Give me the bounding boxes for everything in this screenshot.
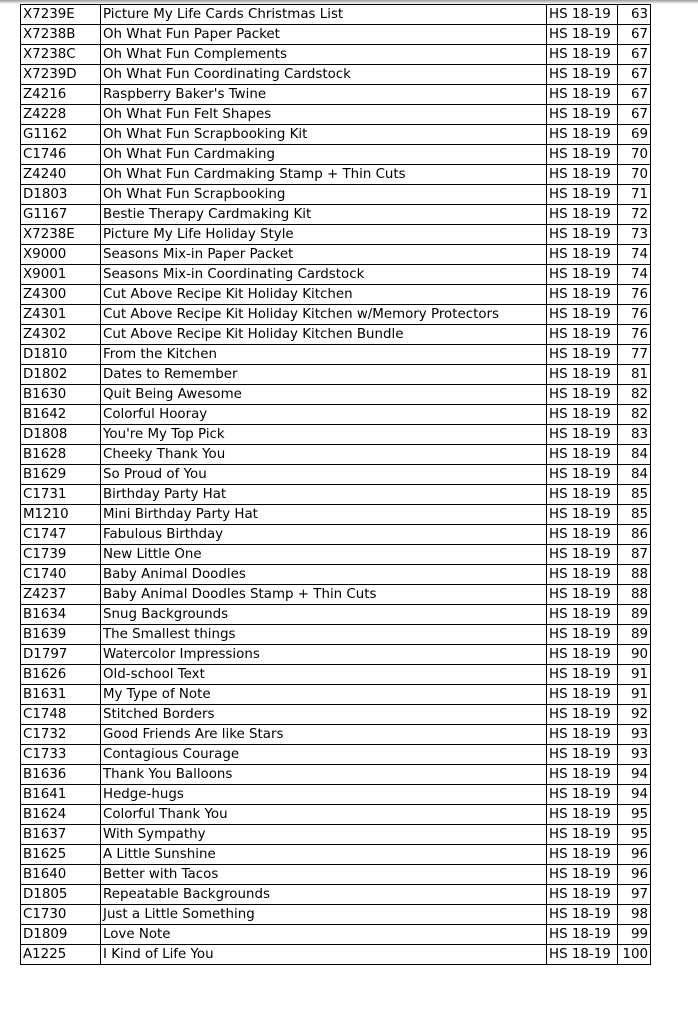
- page-number-cell: 83: [618, 425, 651, 445]
- page-number-cell: 94: [618, 785, 651, 805]
- catalog-season-cell: HS 18-19: [547, 345, 618, 365]
- page-number-cell: 95: [618, 825, 651, 845]
- product-name-cell: Raspberry Baker's Twine: [101, 85, 547, 105]
- page-number-cell: 76: [618, 305, 651, 325]
- page-number-cell: 95: [618, 805, 651, 825]
- item-code-cell: B1642: [21, 405, 101, 425]
- product-name-cell: Hedge-hugs: [101, 785, 547, 805]
- product-name-cell: A Little Sunshine: [101, 845, 547, 865]
- catalog-season-cell: HS 18-19: [547, 525, 618, 545]
- item-code-cell: C1748: [21, 705, 101, 725]
- product-name-cell: So Proud of You: [101, 465, 547, 485]
- table-row: [21, 265, 651, 285]
- item-code-cell: B1640: [21, 865, 101, 885]
- catalog-season-cell: HS 18-19: [547, 425, 618, 445]
- item-code-cell: X7238C: [21, 45, 101, 65]
- page-number-cell: 70: [618, 165, 651, 185]
- catalog-season-cell: HS 18-19: [547, 585, 618, 605]
- catalog-season-cell: HS 18-19: [547, 25, 618, 45]
- item-code-cell: D1809: [21, 925, 101, 945]
- catalog-season-cell: HS 18-19: [547, 745, 618, 765]
- page-number-cell: 92: [618, 705, 651, 725]
- catalog-season-cell: HS 18-19: [547, 385, 618, 405]
- table-row: [21, 865, 651, 885]
- product-name-cell: Oh What Fun Coordinating Cardstock: [101, 65, 547, 85]
- item-code-cell: B1634: [21, 605, 101, 625]
- product-name-cell: Birthday Party Hat: [101, 485, 547, 505]
- catalog-season-cell: HS 18-19: [547, 445, 618, 465]
- catalog-season-cell: HS 18-19: [547, 165, 618, 185]
- catalog-season-cell: HS 18-19: [547, 645, 618, 665]
- product-name-cell: Cut Above Recipe Kit Holiday Kitchen: [101, 285, 547, 305]
- product-table-body: [21, 5, 651, 965]
- catalog-season-cell: HS 18-19: [547, 125, 618, 145]
- item-code-cell: Z4216: [21, 85, 101, 105]
- table-row: [21, 65, 651, 85]
- page-number-cell: 85: [618, 505, 651, 525]
- item-code-cell: A1225: [21, 945, 101, 965]
- page-number-cell: 67: [618, 65, 651, 85]
- item-code-cell: C1739: [21, 545, 101, 565]
- item-code-cell: Z4302: [21, 325, 101, 345]
- table-row: [21, 765, 651, 785]
- item-code-cell: C1731: [21, 485, 101, 505]
- page-number-cell: 94: [618, 765, 651, 785]
- catalog-season-cell: HS 18-19: [547, 705, 618, 725]
- catalog-season-cell: HS 18-19: [547, 85, 618, 105]
- page-number-cell: 100: [618, 945, 651, 965]
- table-row: [21, 705, 651, 725]
- product-name-cell: Watercolor Impressions: [101, 645, 547, 665]
- catalog-season-cell: HS 18-19: [547, 245, 618, 265]
- catalog-season-cell: HS 18-19: [547, 325, 618, 345]
- page-number-cell: 77: [618, 345, 651, 365]
- product-name-cell: Good Friends Are like Stars: [101, 725, 547, 745]
- table-row: [21, 885, 651, 905]
- table-row: [21, 745, 651, 765]
- table-row: [21, 685, 651, 705]
- page-number-cell: 70: [618, 145, 651, 165]
- product-name-cell: Stitched Borders: [101, 705, 547, 725]
- product-name-cell: Better with Tacos: [101, 865, 547, 885]
- item-code-cell: X7239E: [21, 5, 101, 25]
- item-code-cell: D1802: [21, 365, 101, 385]
- item-code-cell: B1630: [21, 385, 101, 405]
- catalog-season-cell: HS 18-19: [547, 845, 618, 865]
- item-code-cell: D1810: [21, 345, 101, 365]
- product-name-cell: Love Note: [101, 925, 547, 945]
- table-row: [21, 905, 651, 925]
- page-number-cell: 86: [618, 525, 651, 545]
- item-code-cell: Z4301: [21, 305, 101, 325]
- table-row: [21, 925, 651, 945]
- table-row: [21, 525, 651, 545]
- catalog-season-cell: HS 18-19: [547, 505, 618, 525]
- table-row: [21, 645, 651, 665]
- catalog-season-cell: HS 18-19: [547, 565, 618, 585]
- table-row: [21, 145, 651, 165]
- page-number-cell: 89: [618, 605, 651, 625]
- item-code-cell: X7239D: [21, 65, 101, 85]
- page-number-cell: 98: [618, 905, 651, 925]
- catalog-season-cell: HS 18-19: [547, 785, 618, 805]
- page-number-cell: 76: [618, 285, 651, 305]
- product-name-cell: Oh What Fun Cardmaking: [101, 145, 547, 165]
- product-name-cell: Fabulous Birthday: [101, 525, 547, 545]
- product-name-cell: Contagious Courage: [101, 745, 547, 765]
- table-row: [21, 345, 651, 365]
- catalog-season-cell: HS 18-19: [547, 265, 618, 285]
- product-name-cell: Oh What Fun Scrapbooking Kit: [101, 125, 547, 145]
- product-name-cell: Seasons Mix-in Coordinating Cardstock: [101, 265, 547, 285]
- catalog-season-cell: HS 18-19: [547, 545, 618, 565]
- table-row: [21, 785, 651, 805]
- page-number-cell: 73: [618, 225, 651, 245]
- item-code-cell: B1625: [21, 845, 101, 865]
- item-code-cell: Z4240: [21, 165, 101, 185]
- product-name-cell: Old-school Text: [101, 665, 547, 685]
- page-number-cell: 63: [618, 5, 651, 25]
- item-code-cell: C1740: [21, 565, 101, 585]
- product-name-cell: Colorful Thank You: [101, 805, 547, 825]
- item-code-cell: X7238B: [21, 25, 101, 45]
- page-number-cell: 99: [618, 925, 651, 945]
- table-row: [21, 5, 651, 25]
- item-code-cell: B1626: [21, 665, 101, 685]
- item-code-cell: B1631: [21, 685, 101, 705]
- page-number-cell: 85: [618, 485, 651, 505]
- table-row: [21, 245, 651, 265]
- page-number-cell: 91: [618, 665, 651, 685]
- page-number-cell: 96: [618, 845, 651, 865]
- page-number-cell: 69: [618, 125, 651, 145]
- table-row: [21, 545, 651, 565]
- catalog-season-cell: HS 18-19: [547, 805, 618, 825]
- product-name-cell: Bestie Therapy Cardmaking Kit: [101, 205, 547, 225]
- table-row: [21, 205, 651, 225]
- table-row: [21, 285, 651, 305]
- product-name-cell: Oh What Fun Complements: [101, 45, 547, 65]
- page-number-cell: 71: [618, 185, 651, 205]
- table-row: [21, 25, 651, 45]
- product-name-cell: Thank You Balloons: [101, 765, 547, 785]
- table-row: [21, 385, 651, 405]
- page-number-cell: 76: [618, 325, 651, 345]
- item-code-cell: C1733: [21, 745, 101, 765]
- item-code-cell: C1730: [21, 905, 101, 925]
- page-number-cell: 81: [618, 365, 651, 385]
- table-row: [21, 945, 651, 965]
- item-code-cell: B1637: [21, 825, 101, 845]
- item-code-cell: B1636: [21, 765, 101, 785]
- product-name-cell: You're My Top Pick: [101, 425, 547, 445]
- table-row: [21, 605, 651, 625]
- page-number-cell: 74: [618, 265, 651, 285]
- product-name-cell: Baby Animal Doodles: [101, 565, 547, 585]
- catalog-season-cell: HS 18-19: [547, 45, 618, 65]
- page-number-cell: 67: [618, 45, 651, 65]
- page-number-cell: 91: [618, 685, 651, 705]
- page-number-cell: 88: [618, 565, 651, 585]
- item-code-cell: C1747: [21, 525, 101, 545]
- catalog-season-cell: HS 18-19: [547, 725, 618, 745]
- item-code-cell: C1732: [21, 725, 101, 745]
- table-row: [21, 845, 651, 865]
- table-row: [21, 185, 651, 205]
- page-number-cell: 89: [618, 625, 651, 645]
- catalog-season-cell: HS 18-19: [547, 765, 618, 785]
- product-name-cell: Oh What Fun Cardmaking Stamp + Thin Cuts: [101, 165, 547, 185]
- catalog-season-cell: HS 18-19: [547, 685, 618, 705]
- table-row: [21, 625, 651, 645]
- catalog-season-cell: HS 18-19: [547, 905, 618, 925]
- product-name-cell: Picture My Life Cards Christmas List: [101, 5, 547, 25]
- catalog-season-cell: HS 18-19: [547, 65, 618, 85]
- product-name-cell: Quit Being Awesome: [101, 385, 547, 405]
- catalog-season-cell: HS 18-19: [547, 185, 618, 205]
- item-code-cell: D1803: [21, 185, 101, 205]
- catalog-season-cell: HS 18-19: [547, 605, 618, 625]
- product-name-cell: Repeatable Backgrounds: [101, 885, 547, 905]
- product-name-cell: The Smallest things: [101, 625, 547, 645]
- product-name-cell: Oh What Fun Paper Packet: [101, 25, 547, 45]
- item-code-cell: X9001: [21, 265, 101, 285]
- page-number-cell: 90: [618, 645, 651, 665]
- catalog-season-cell: HS 18-19: [547, 625, 618, 645]
- page-number-cell: 93: [618, 725, 651, 745]
- page-number-cell: 82: [618, 405, 651, 425]
- product-name-cell: I Kind of Life You: [101, 945, 547, 965]
- table-row: [21, 85, 651, 105]
- product-name-cell: My Type of Note: [101, 685, 547, 705]
- item-code-cell: B1641: [21, 785, 101, 805]
- item-code-cell: D1797: [21, 645, 101, 665]
- page-number-cell: 67: [618, 85, 651, 105]
- page-number-cell: 87: [618, 545, 651, 565]
- item-code-cell: G1162: [21, 125, 101, 145]
- product-name-cell: Oh What Fun Felt Shapes: [101, 105, 547, 125]
- page-number-cell: 84: [618, 465, 651, 485]
- product-name-cell: Baby Animal Doodles Stamp + Thin Cuts: [101, 585, 547, 605]
- table-row: [21, 585, 651, 605]
- table-row: [21, 105, 651, 125]
- product-name-cell: Cut Above Recipe Kit Holiday Kitchen w/Memory Protectors: [101, 305, 547, 325]
- page-number-cell: 88: [618, 585, 651, 605]
- product-name-cell: Snug Backgrounds: [101, 605, 547, 625]
- page-number-cell: 67: [618, 25, 651, 45]
- catalog-season-cell: HS 18-19: [547, 665, 618, 685]
- catalog-season-cell: HS 18-19: [547, 285, 618, 305]
- table-row: [21, 805, 651, 825]
- page-number-cell: 97: [618, 885, 651, 905]
- item-code-cell: X9000: [21, 245, 101, 265]
- product-table: [20, 4, 651, 965]
- item-code-cell: B1639: [21, 625, 101, 645]
- table-row: [21, 465, 651, 485]
- page-number-cell: 93: [618, 745, 651, 765]
- product-name-cell: Mini Birthday Party Hat: [101, 505, 547, 525]
- table-row: [21, 425, 651, 445]
- product-name-cell: Picture My Life Holiday Style: [101, 225, 547, 245]
- product-name-cell: Just a Little Something: [101, 905, 547, 925]
- table-row: [21, 725, 651, 745]
- page-number-cell: 67: [618, 105, 651, 125]
- table-row: [21, 405, 651, 425]
- table-row: [21, 165, 651, 185]
- catalog-season-cell: HS 18-19: [547, 925, 618, 945]
- item-code-cell: Z4300: [21, 285, 101, 305]
- product-name-cell: Dates to Remember: [101, 365, 547, 385]
- catalog-season-cell: HS 18-19: [547, 945, 618, 965]
- catalog-season-cell: HS 18-19: [547, 205, 618, 225]
- page-number-cell: 72: [618, 205, 651, 225]
- product-name-cell: With Sympathy: [101, 825, 547, 845]
- catalog-season-cell: HS 18-19: [547, 485, 618, 505]
- product-name-cell: New Little One: [101, 545, 547, 565]
- table-row: [21, 445, 651, 465]
- item-code-cell: C1746: [21, 145, 101, 165]
- item-code-cell: G1167: [21, 205, 101, 225]
- catalog-season-cell: HS 18-19: [547, 5, 618, 25]
- catalog-season-cell: HS 18-19: [547, 225, 618, 245]
- catalog-season-cell: HS 18-19: [547, 865, 618, 885]
- catalog-season-cell: HS 18-19: [547, 365, 618, 385]
- table-row: [21, 365, 651, 385]
- catalog-season-cell: HS 18-19: [547, 145, 618, 165]
- catalog-season-cell: HS 18-19: [547, 885, 618, 905]
- table-row: [21, 45, 651, 65]
- catalog-season-cell: HS 18-19: [547, 405, 618, 425]
- catalog-season-cell: HS 18-19: [547, 825, 618, 845]
- page-number-cell: 82: [618, 385, 651, 405]
- table-row: [21, 505, 651, 525]
- table-row: [21, 325, 651, 345]
- table-row: [21, 125, 651, 145]
- product-name-cell: Colorful Hooray: [101, 405, 547, 425]
- item-code-cell: B1628: [21, 445, 101, 465]
- item-code-cell: B1624: [21, 805, 101, 825]
- catalog-season-cell: HS 18-19: [547, 465, 618, 485]
- product-name-cell: From the Kitchen: [101, 345, 547, 365]
- item-code-cell: M1210: [21, 505, 101, 525]
- item-code-cell: X7238E: [21, 225, 101, 245]
- item-code-cell: D1805: [21, 885, 101, 905]
- product-name-cell: Seasons Mix-in Paper Packet: [101, 245, 547, 265]
- product-name-cell: Oh What Fun Scrapbooking: [101, 185, 547, 205]
- catalog-season-cell: HS 18-19: [547, 305, 618, 325]
- table-row: [21, 665, 651, 685]
- table-row: [21, 565, 651, 585]
- catalog-season-cell: HS 18-19: [547, 105, 618, 125]
- item-code-cell: D1808: [21, 425, 101, 445]
- page-number-cell: 74: [618, 245, 651, 265]
- item-code-cell: B1629: [21, 465, 101, 485]
- item-code-cell: Z4237: [21, 585, 101, 605]
- product-name-cell: Cheeky Thank You: [101, 445, 547, 465]
- product-name-cell: Cut Above Recipe Kit Holiday Kitchen Bundle: [101, 325, 547, 345]
- table-row: [21, 485, 651, 505]
- table-row: [21, 825, 651, 845]
- page-number-cell: 96: [618, 865, 651, 885]
- table-row: [21, 225, 651, 245]
- page-number-cell: 84: [618, 445, 651, 465]
- item-code-cell: Z4228: [21, 105, 101, 125]
- table-row: [21, 305, 651, 325]
